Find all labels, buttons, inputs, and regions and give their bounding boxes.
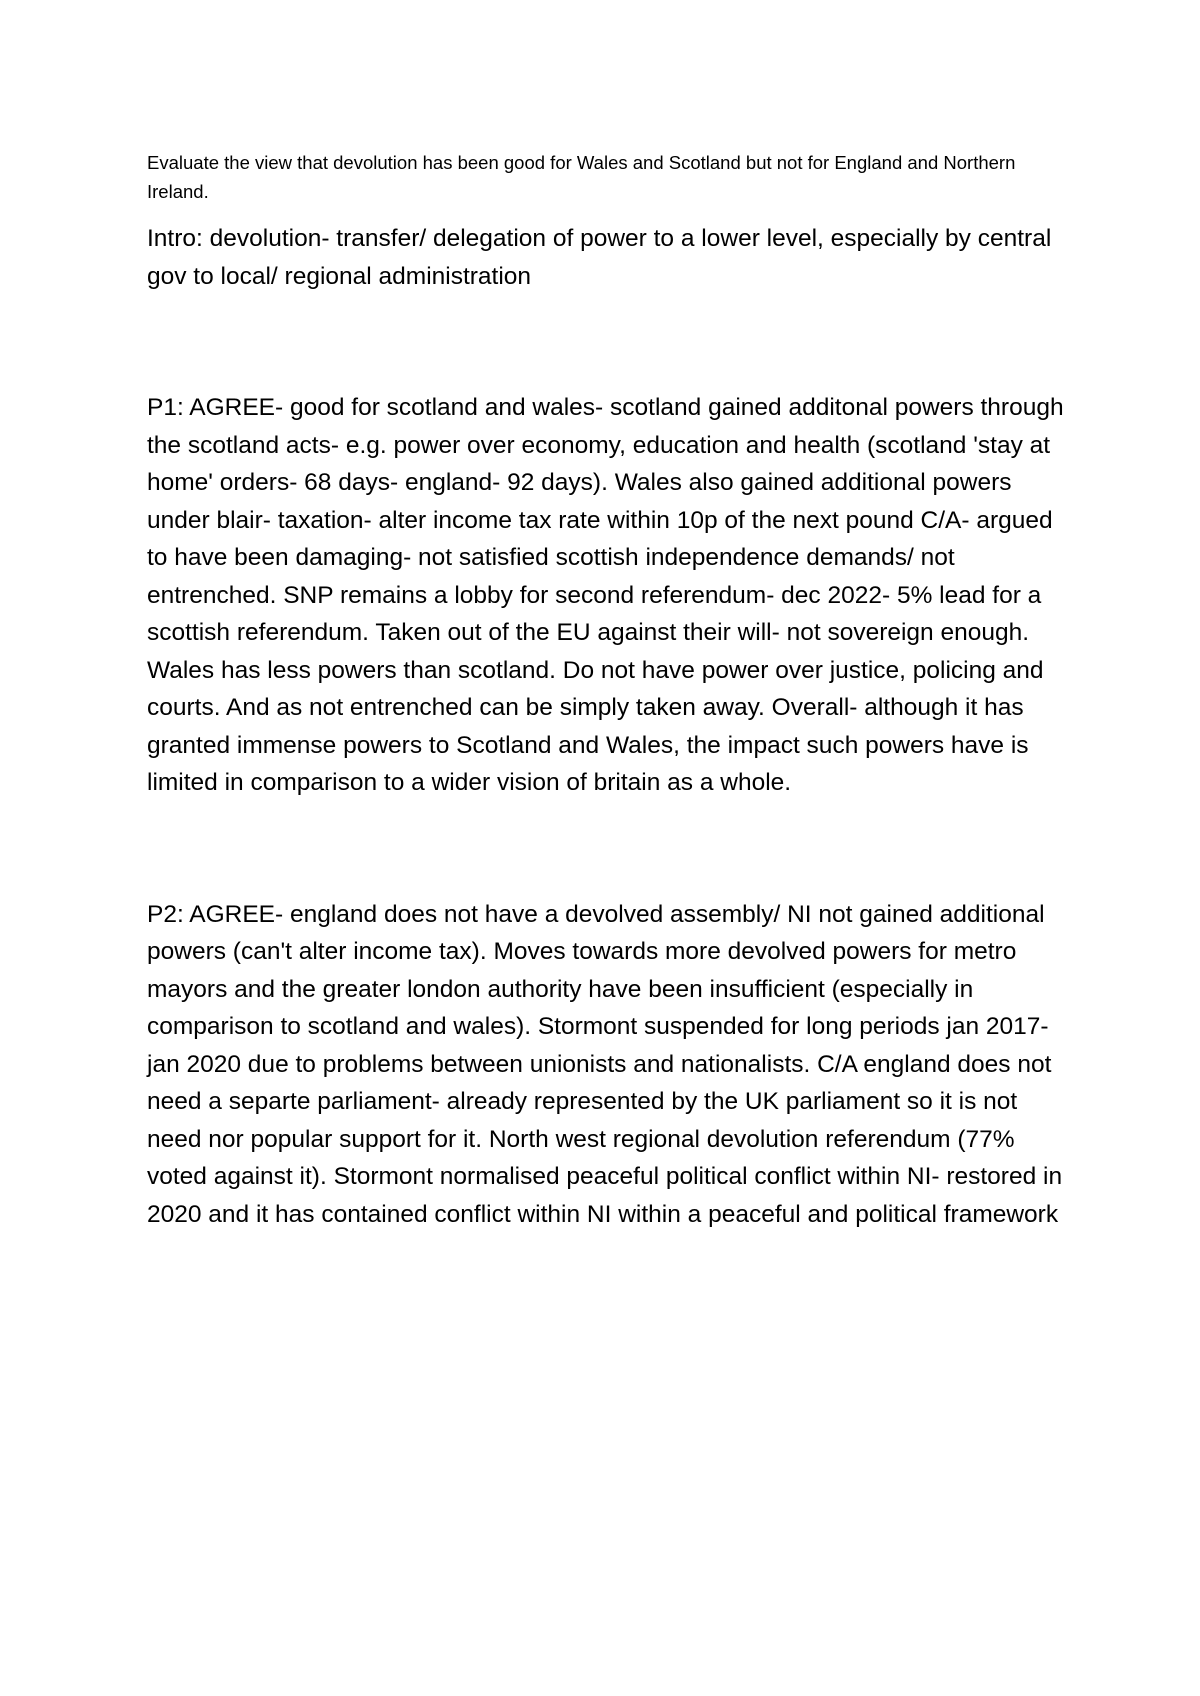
paragraph-spacer: [147, 295, 1067, 389]
paragraph-spacer: [147, 802, 1067, 896]
essay-question: Evaluate the view that devolution has been good for Wales and Scotland but not for England and Northern Ireland.: [147, 152, 1016, 202]
point-1-paragraph: P1: AGREE- good for scotland and wales- scotland gained additonal powers through the scotland acts- e.g. power over economy, education and health (scotland 'stay at home' orders- 68 days- england- 92 days). Wales also gained additional powers under blair- taxation- alter income tax rate within 10p of the next pound C/A- argued to have been damaging- not satisfied scottish independence demands/ not entrenched. SNP remains a lobby for second referendum- dec 2022- 5% lead for a scottish referendum. Taken out of the EU against their will- not sovereign enough. Wales has less powers than scotland. Do not have power over justice, policing and courts. And as not entrenched can be simply taken away. Overall- although it has granted immense powers to Scotland and Wales, the impact such powers have is limited in comparison to a wider vision of britain as a whole.: [147, 394, 1064, 796]
point-2-paragraph: P2: AGREE- england does not have a devolved assembly/ NI not gained additional powers (can't alter income tax). Moves towards more devolved powers for metro mayors and the greater london authority have been insufficient (especially in comparison to scotland and wales). Stormont suspended for long periods jan 2017- jan 2020 due to problems between unionists and nationalists. C/A england does not need a separte parliament- already represented by the UK parliament so it is not need nor popular support for it. North west regional devolution referendum (77% voted against it). Stormont normalised peaceful political conflict within NI- restored in 2020 and it has contained conflict within NI within a peaceful and political framework: [147, 900, 1063, 1228]
intro-paragraph: Intro: devolution- transfer/ delegation of power to a lower level, especially by central gov to local/ regional administration: [147, 225, 1052, 290]
document-body: [147, 148, 1067, 1233]
